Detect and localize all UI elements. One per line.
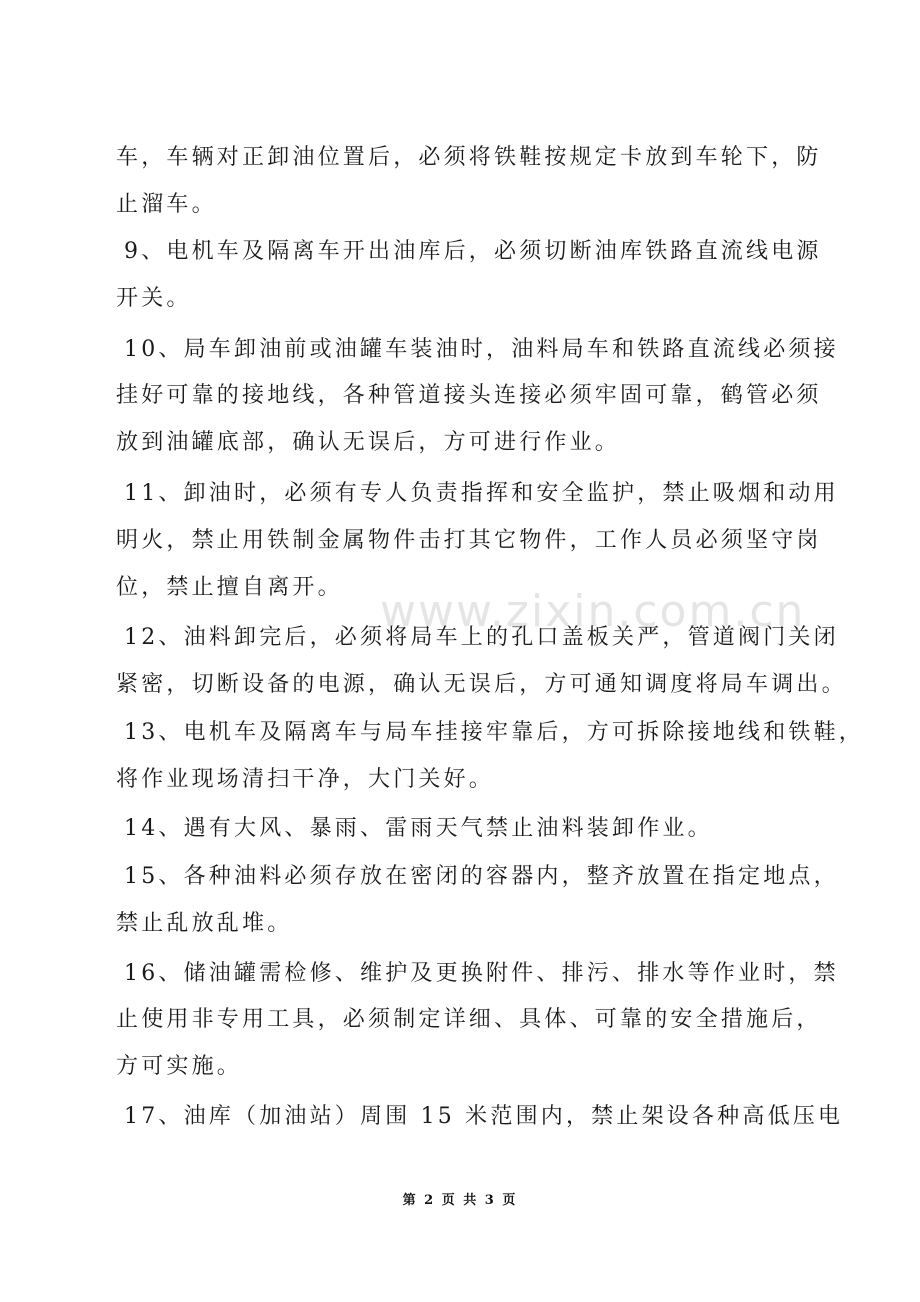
text-line: 止使用非专用工具，必须制定详细、具体、可靠的安全措施后， [116,1007,822,1032]
text-line: 位，禁止擅自离开。 [116,575,343,600]
text-line: 12、油料卸完后，必须将局车上的孔口盖板关严，管道阀门关闭 [124,625,839,650]
text-line: 13、电机车及隔离车与局车挂接牢靠后，方可拆除接地线和铁鞋， [124,720,864,745]
text-line: 止溜车。 [116,192,217,217]
text-line: 将作业现场清扫干净，大门关好。 [116,767,495,792]
text-line: 禁止乱放乱堆。 [116,911,293,936]
watermark: www.zixin.com.cn [380,586,806,637]
text-line: 方可实施。 [116,1054,243,1079]
text-line: 放到油罐底部，确认无误后，方可进行作业。 [116,430,621,455]
text-line: 14、遇有大风、暴雨、雷雨天气禁止油料装卸作业。 [124,816,713,841]
text-line: 车，车辆对正卸油位置后，必须将铁鞋按规定卡放到车轮下，防 [116,145,822,170]
text-line: 9、电机车及隔离车开出油库后，必须切断油库铁路直流线电源 [124,239,822,264]
text-line: 15、各种油料必须存放在密闭的容器内，整齐放置在指定地点， [124,864,839,889]
page-footer: 第 2 页 共 3 页 [402,1193,518,1208]
text-line: 11、卸油时，必须有专人负责指挥和安全监护，禁止吸烟和动用 [124,481,839,506]
text-line: 明火，禁止用铁制金属物件击打其它物件，工作人员必须坚守岗 [116,528,822,553]
text-line: 紧密，切断设备的电源，确认无误后，方可通知调度将局车调出。 [116,672,847,697]
text-line: 挂好可靠的接地线，各种管道接头连接必须牢固可靠，鹤管必须 [116,383,822,408]
text-line: 17、油库（加油站）周围 15 米范围内，禁止架设各种高低压电 [124,1104,844,1129]
text-line: 开关。 [116,286,192,311]
text-line: 16、储油罐需检修、维护及更换附件、排污、排水等作业时，禁 [124,961,839,986]
text-line: 10、局车卸油前或油罐车装油时，油料局车和铁路直流线必须接 [124,337,839,362]
